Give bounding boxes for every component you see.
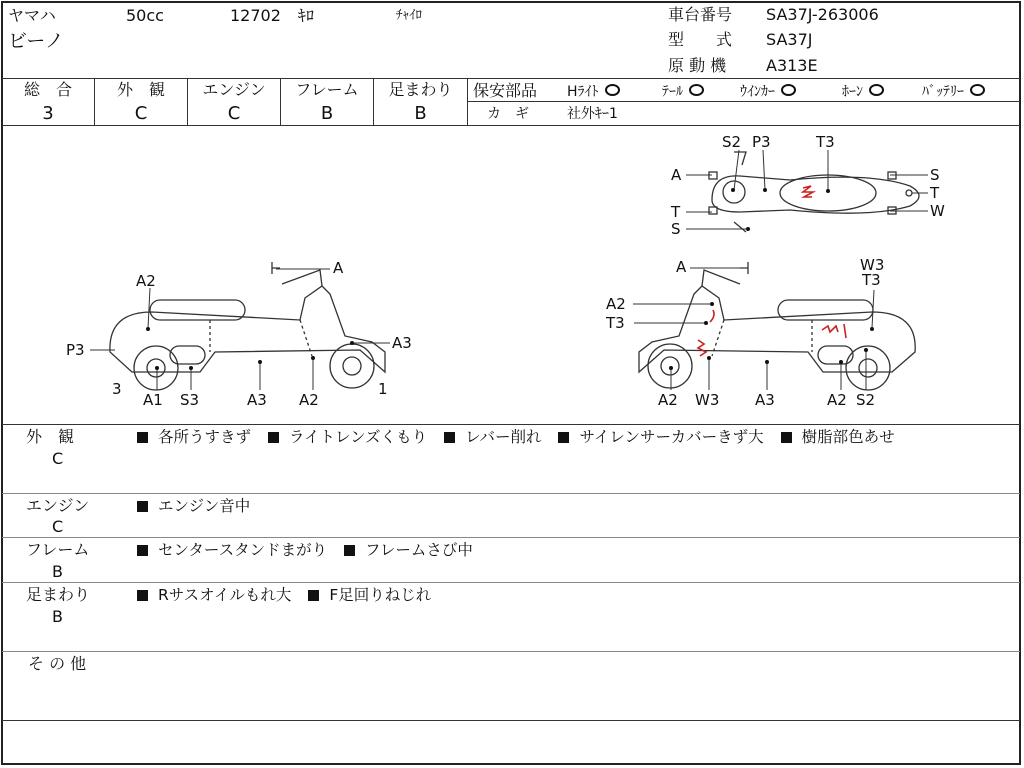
bullet-square-icon [137, 545, 148, 556]
diagram-label: W [930, 202, 945, 220]
diagram-label: A [671, 166, 682, 184]
remark-title-other: そ の 他 [28, 654, 87, 673]
mileage-unit: ｷﾛ [298, 6, 315, 25]
diagram-label: A [676, 258, 687, 276]
safety-item-label: ﾎｰﾝ [842, 84, 863, 100]
remarks-bottom [2, 720, 1020, 721]
damage-diagram [0, 126, 1024, 426]
bullet-square-icon [558, 432, 569, 443]
diagram-label: A [333, 259, 344, 277]
diagram-label: P3 [66, 341, 85, 359]
bullet-square-icon [344, 545, 355, 556]
remarks-divider [2, 493, 1020, 494]
diagram-label: T3 [816, 133, 835, 151]
diagram-label: A2 [136, 272, 156, 290]
grade-col-divider [467, 78, 468, 126]
grade-value-total: 3 [42, 103, 54, 124]
remark-title-engine: エンジン [26, 496, 90, 515]
remark-item: 樹脂部色あせ [801, 428, 895, 446]
grade-value-exterior: C [134, 103, 148, 124]
diagram-label: A3 [392, 334, 412, 352]
diagram-label: T3 [606, 314, 625, 332]
remark-title-frame: フレーム [26, 540, 90, 559]
bullet-square-icon [268, 432, 279, 443]
remarks-divider [2, 651, 1020, 652]
color: ﾁｬｲﾛ [396, 8, 422, 23]
remark-item: F足回りねじれ [329, 586, 432, 604]
diagram-label: T [671, 203, 681, 221]
remark-items-exterior [137, 428, 895, 446]
diagram-label: S [930, 166, 940, 184]
diagram-label: A2 [827, 391, 847, 409]
diagram-label: S2 [722, 133, 742, 151]
bullet-square-icon [137, 590, 148, 601]
bullet-square-icon [137, 432, 148, 443]
ok-circle-icon [970, 84, 985, 96]
bullet-square-icon [308, 590, 319, 601]
remark-grade-engine: C [52, 517, 64, 536]
grade-value-engine: C [227, 103, 241, 124]
diagram-label: A3 [247, 391, 267, 409]
grade-header-engine: エンジン [202, 80, 266, 99]
remark-item: エンジン音中 [158, 497, 251, 515]
diagram-label: A2 [299, 391, 319, 409]
frame-no: SA37J-263006 [766, 5, 879, 24]
grade-header-frame: フレーム [295, 80, 359, 99]
remark-title-exterior: 外 観 [26, 427, 75, 446]
remark-item: レバー削れ [465, 428, 542, 446]
diagram-label: 1 [378, 380, 388, 398]
remark-item: サイレンサーカバーきず大 [579, 428, 764, 446]
diagram-label: 3 [112, 380, 122, 398]
remark-item: Rサスオイルもれ大 [158, 586, 292, 604]
safety-item-horn [842, 83, 884, 101]
bullet-square-icon [444, 432, 455, 443]
safety-item-label: ﾊﾞｯﾃﾘｰ [922, 84, 964, 100]
key-label: カ ギ [487, 106, 529, 122]
frame-no-label: 車台番号 [668, 5, 733, 24]
bullet-square-icon [137, 501, 148, 512]
diagram-label: T [930, 184, 940, 202]
remark-title-suspension: 足まわり [26, 585, 91, 604]
bullet-square-icon [781, 432, 792, 443]
remark-grade-frame: B [52, 562, 63, 581]
remark-item: ライトレンズくもり [288, 428, 428, 446]
diagram-label: W3 [695, 391, 720, 409]
remark-items-suspension [137, 586, 431, 604]
safety-item-label: ｳｲﾝｶｰ [740, 84, 775, 100]
remarks-divider [2, 537, 1020, 538]
remark-grade-suspension: B [52, 607, 63, 626]
engine-label: 原 動 機 [668, 56, 727, 75]
safety-item-battery [922, 83, 985, 101]
diagram-label: W3 [860, 256, 885, 274]
remark-grade-exterior: C [52, 449, 64, 468]
remark-item: 各所うすきず [158, 428, 252, 446]
maker: ヤマハ [8, 6, 56, 25]
displacement: 50cc [126, 6, 164, 25]
key-value: 社外ｷｰ1 [567, 106, 618, 122]
diagram-label: A2 [658, 391, 678, 409]
diagram-label: S [671, 220, 681, 238]
safety-item-label: Hﾗｲﾄ [567, 84, 599, 100]
diagram-label: A3 [755, 391, 775, 409]
remarks-top [2, 424, 1020, 425]
safety-item-headlight [567, 83, 620, 101]
diagram-label: S3 [180, 391, 200, 409]
safety-item-tail [662, 83, 704, 101]
safety-label: 保安部品 [473, 81, 538, 100]
grade-header-total: 総 合 [23, 80, 72, 99]
grade-table-top [2, 78, 1020, 79]
type-value: SA37J [766, 30, 813, 49]
ok-circle-icon [689, 84, 704, 96]
safety-item-label: ﾃｰﾙ [662, 84, 683, 100]
ok-circle-icon [869, 84, 884, 96]
remark-items-engine [137, 497, 250, 515]
diagram-label: P3 [752, 133, 771, 151]
mileage: 12702 [230, 6, 281, 25]
diagram-label: A1 [143, 391, 163, 409]
engine-value: A313E [766, 56, 818, 75]
grade-value-suspension: B [414, 103, 427, 124]
model-name: ビーノ [8, 30, 64, 52]
remark-item: センタースタンドまがり [158, 541, 328, 559]
grade-header-suspension: 足まわり [388, 80, 453, 99]
safety-divider [467, 101, 1020, 102]
ok-circle-icon [781, 84, 796, 96]
diagram-label: T3 [862, 271, 881, 289]
remarks-divider [2, 582, 1020, 583]
diagram-label: A2 [606, 295, 626, 313]
remark-item: フレームさび中 [365, 541, 473, 559]
type-label: 型 式 [668, 30, 733, 49]
ok-circle-icon [605, 84, 620, 96]
safety-item-winker [740, 83, 796, 101]
remark-items-frame [137, 541, 473, 559]
diagram-label: S2 [856, 391, 876, 409]
grade-header-exterior: 外 観 [116, 80, 165, 99]
grade-value-frame: B [320, 103, 334, 124]
